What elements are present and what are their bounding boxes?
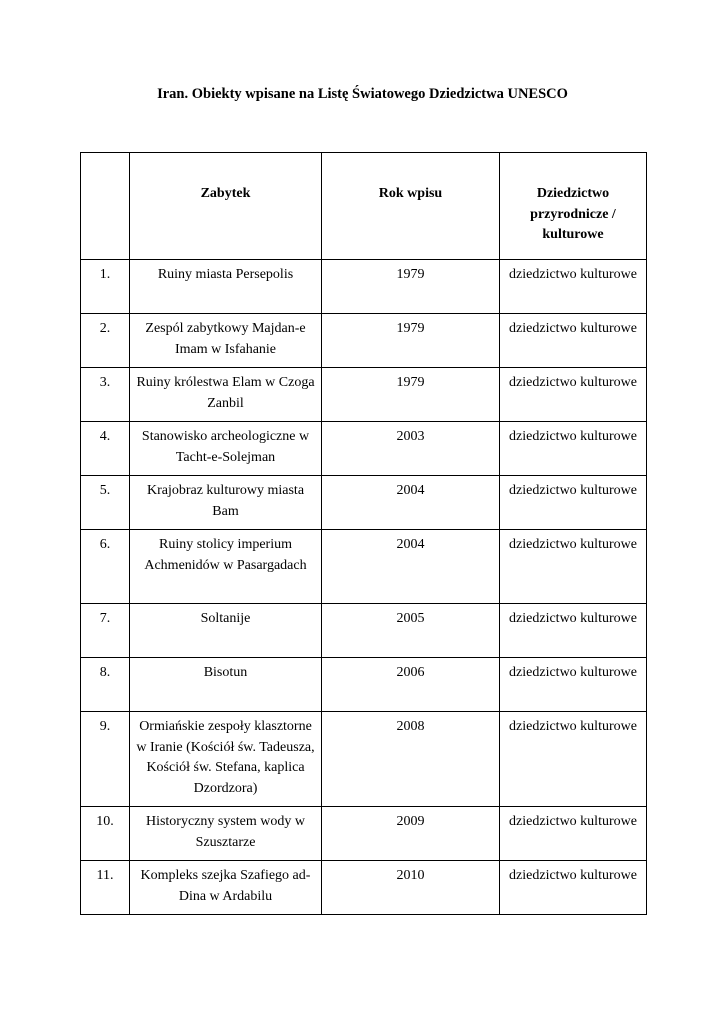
header-year: Rok wpisu	[322, 153, 500, 260]
header-number	[81, 153, 130, 260]
table-row	[81, 712, 647, 807]
row-year: 2005	[322, 604, 500, 658]
row-number: 8.	[81, 658, 130, 712]
row-heritage-type: dziedzictwo kulturowe	[500, 861, 647, 915]
row-monument: Zespól zabytkowy Majdan-e Imam w Isfahanie	[130, 314, 322, 368]
row-year: 2010	[322, 861, 500, 915]
row-year: 2003	[322, 422, 500, 476]
row-heritage-type: dziedzictwo kulturowe	[500, 807, 647, 861]
row-monument: Ormiańskie zespoły klasztorne w Iranie (Kościół św. Tadeusza, Kościół św. Stefana, kaplica Dzordzora)	[130, 712, 322, 807]
table-row	[81, 422, 647, 476]
row-monument: Soltanije	[130, 604, 322, 658]
row-number: 2.	[81, 314, 130, 368]
row-monument: Bisotun	[130, 658, 322, 712]
row-number: 4.	[81, 422, 130, 476]
row-year: 2004	[322, 476, 500, 530]
row-year: 1979	[322, 260, 500, 314]
row-monument: Stanowisko archeologiczne w Tacht-e-Solejman	[130, 422, 322, 476]
row-monument: Krajobraz kulturowy miasta Bam	[130, 476, 322, 530]
table-row	[81, 658, 647, 712]
table-row	[81, 260, 647, 314]
row-monument: Ruiny królestwa Elam w Czoga Zanbil	[130, 368, 322, 422]
row-year: 1979	[322, 368, 500, 422]
row-number: 5.	[81, 476, 130, 530]
row-monument: Kompleks szejka Szafiego ad-Dina w Ardabilu	[130, 861, 322, 915]
row-monument: Historyczny system wody w Szusztarze	[130, 807, 322, 861]
table-row	[81, 604, 647, 658]
row-heritage-type: dziedzictwo kulturowe	[500, 314, 647, 368]
row-monument: Ruiny miasta Persepolis	[130, 260, 322, 314]
row-year: 2009	[322, 807, 500, 861]
table-row	[81, 368, 647, 422]
table-row	[81, 314, 647, 368]
row-heritage-type: dziedzictwo kulturowe	[500, 604, 647, 658]
page-title: Iran. Obiekty wpisane na Listę Światowego Dziedzictwa UNESCO	[157, 86, 568, 102]
row-number: 11.	[81, 861, 130, 915]
row-year: 2004	[322, 530, 500, 604]
row-heritage-type: dziedzictwo kulturowe	[500, 260, 647, 314]
table-header-row	[81, 153, 647, 260]
table-row	[81, 530, 647, 604]
header-heritage-type: Dziedzictwo przyrodnicze / kulturowe	[500, 153, 647, 260]
row-year: 2006	[322, 658, 500, 712]
row-year: 1979	[322, 314, 500, 368]
row-number: 3.	[81, 368, 130, 422]
row-number: 7.	[81, 604, 130, 658]
table-row	[81, 807, 647, 861]
row-heritage-type: dziedzictwo kulturowe	[500, 422, 647, 476]
row-heritage-type: dziedzictwo kulturowe	[500, 476, 647, 530]
row-heritage-type: dziedzictwo kulturowe	[500, 658, 647, 712]
row-heritage-type: dziedzictwo kulturowe	[500, 712, 647, 807]
row-number: 10.	[81, 807, 130, 861]
table-row	[81, 476, 647, 530]
row-heritage-type: dziedzictwo kulturowe	[500, 530, 647, 604]
row-monument: Ruiny stolicy imperium Achmenidów w Pasargadach	[130, 530, 322, 604]
header-monument: Zabytek	[130, 153, 322, 260]
row-year: 2008	[322, 712, 500, 807]
unesco-sites-table	[80, 152, 647, 915]
row-number: 6.	[81, 530, 130, 604]
row-number: 9.	[81, 712, 130, 807]
row-number: 1.	[81, 260, 130, 314]
table-row	[81, 861, 647, 915]
row-heritage-type: dziedzictwo kulturowe	[500, 368, 647, 422]
